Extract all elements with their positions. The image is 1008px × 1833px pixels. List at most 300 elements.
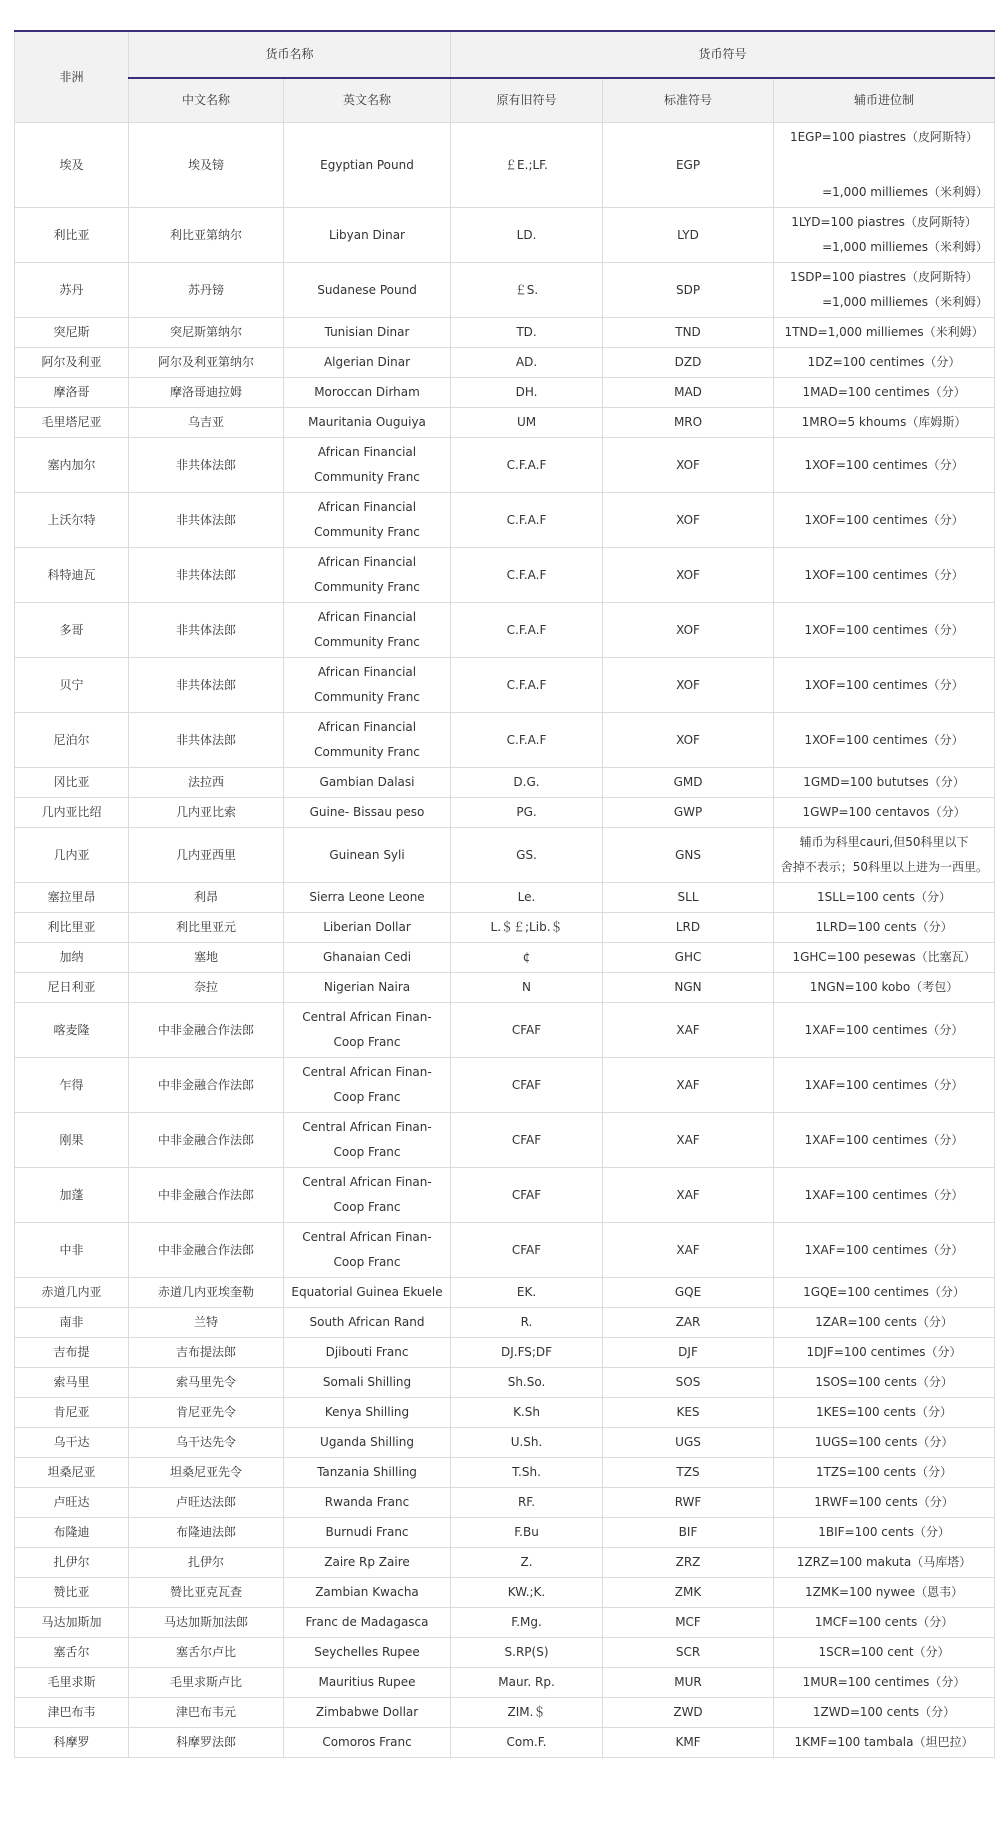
cell-old-symbol: ZIM.＄ [451,1698,603,1728]
subunit-line-2: =1,000 milliemes（米利姆） [822,185,989,199]
cell-subunit [774,348,995,378]
table-row [15,713,995,768]
cell-subunit [774,408,995,438]
cell-std-symbol: GMD [603,768,774,798]
cell-std-symbol: XAF [603,1168,774,1223]
table-row [15,828,995,883]
cell-en-name: Algerian Dinar [284,348,451,378]
cell-cn-name: 卢旺达法郎 [129,1488,284,1518]
cell-cn-name: 乌吉亚 [129,408,284,438]
cell-en-name: Zaire Rp Zaire [284,1548,451,1578]
table-row [15,318,995,348]
cell-old-symbol: UM [451,408,603,438]
cell-old-symbol: CFAF [451,1003,603,1058]
cell-old-symbol: R. [451,1308,603,1338]
cell-cn-name: 赤道几内亚埃奎勒 [129,1278,284,1308]
table-row [15,493,995,548]
cell-old-symbol: C.F.A.F [451,658,603,713]
cell-en-name: African Financial Community Franc [284,493,451,548]
table-row [15,768,995,798]
cell-en-name: Zambian Kwacha [284,1578,451,1608]
cell-std-symbol: XOF [603,493,774,548]
cell-cn-name: 马达加斯加法郎 [129,1608,284,1638]
table-row [15,378,995,408]
cell-country: 塞内加尔 [15,438,129,493]
cell-old-symbol: CFAF [451,1223,603,1278]
cell-en-name: Liberian Dollar [284,913,451,943]
cell-country: 赤道几内亚 [15,1278,129,1308]
cell-country: 赞比亚 [15,1578,129,1608]
subunit-line-1: 1XOF=100 centimes（分） [804,567,964,582]
subunit-line-1: 1BIF=100 cents（分） [818,1525,950,1539]
cell-old-symbol: S.RP(S) [451,1638,603,1668]
cell-subunit [774,603,995,658]
cell-cn-name: 阿尔及利亚第纳尔 [129,348,284,378]
currency-table-container [14,30,994,1758]
cell-cn-name: 塞地 [129,943,284,973]
table-row [15,943,995,973]
cell-country: 上沃尔特 [15,493,129,548]
cell-cn-name: 中非金融合作法郎 [129,1223,284,1278]
subunit-line-1: 1MAD=100 centimes（分） [802,385,966,399]
table-row [15,1548,995,1578]
table-row [15,408,995,438]
subunit-line-1: 1GHC=100 pesewas（比塞瓦） [792,950,976,964]
cell-subunit [774,883,995,913]
cell-old-symbol: ￡E.;LF. [451,123,603,208]
cell-std-symbol: SCR [603,1638,774,1668]
cell-en-name: Central African Finan-Coop Franc [284,1223,451,1278]
cell-subunit [774,1338,995,1368]
cell-country: 索马里 [15,1368,129,1398]
cell-old-symbol: KW.;K. [451,1578,603,1608]
header-currency-name: 货币名称 [129,31,451,78]
cell-cn-name: 津巴布韦元 [129,1698,284,1728]
cell-subunit [774,1428,995,1458]
cell-subunit [774,1308,995,1338]
cell-std-symbol: NGN [603,973,774,1003]
cell-country: 利比亚 [15,208,129,263]
cell-en-name: Sierra Leone Leone [284,883,451,913]
cell-subunit [774,1458,995,1488]
subunit-line-1: 1SLL=100 cents（分） [817,890,951,904]
cell-std-symbol: TZS [603,1458,774,1488]
cell-en-name: South African Rand [284,1308,451,1338]
cell-std-symbol: XAF [603,1003,774,1058]
cell-cn-name: 吉布提法郎 [129,1338,284,1368]
cell-country: 毛里塔尼亚 [15,408,129,438]
cell-country: 加蓬 [15,1168,129,1223]
currency-table [14,30,995,1758]
cell-country: 尼泊尔 [15,713,129,768]
subunit-line-1: 1RWF=100 cents（分） [814,1495,954,1509]
cell-std-symbol: MAD [603,378,774,408]
cell-cn-name: 中非金融合作法郎 [129,1003,284,1058]
cell-cn-name: 奈拉 [129,973,284,1003]
subunit-line-2: 舍掉不表示；50科里以上进为一西里。 [780,860,989,874]
cell-std-symbol: KES [603,1398,774,1428]
cell-country: 南非 [15,1308,129,1338]
subunit-line-1: 1XAF=100 centimes（分） [804,1077,964,1092]
subunit-line-1: 1XOF=100 centimes（分） [804,732,964,747]
cell-std-symbol: GQE [603,1278,774,1308]
cell-en-name: Comoros Franc [284,1728,451,1758]
cell-cn-name: 利比里亚元 [129,913,284,943]
cell-std-symbol: SLL [603,883,774,913]
subunit-line-1: 1LYD=100 piastres（皮阿斯特） [791,215,977,229]
table-body [15,123,995,1758]
table-row [15,973,995,1003]
table-row [15,603,995,658]
cell-subunit [774,1058,995,1113]
cell-old-symbol: CFAF [451,1113,603,1168]
cell-subunit [774,1578,995,1608]
cell-subunit [774,973,995,1003]
cell-cn-name: 埃及镑 [129,123,284,208]
cell-country: 利比里亚 [15,913,129,943]
table-row [15,913,995,943]
subunit-line-1: 1MRO=5 khoums（库姆斯） [801,415,967,429]
header-std-symbol: 标准符号 [603,78,774,123]
cell-std-symbol: EGP [603,123,774,208]
cell-en-name: Nigerian Naira [284,973,451,1003]
cell-subunit [774,1113,995,1168]
table-row [15,1308,995,1338]
cell-en-name: Equatorial Guinea Ekuele [284,1278,451,1308]
cell-old-symbol: Com.F. [451,1728,603,1758]
subunit-line-1: 1DJF=100 centimes（分） [806,1345,962,1359]
cell-en-name: Sudanese Pound [284,263,451,318]
cell-subunit [774,1398,995,1428]
cell-en-name: Guinean Syli [284,828,451,883]
table-row [15,348,995,378]
cell-subunit [774,798,995,828]
subunit-line-1: 1ZMK=100 nywee（恩韦） [804,1585,964,1599]
cell-cn-name: 苏丹镑 [129,263,284,318]
table-row [15,1278,995,1308]
table-row [15,1338,995,1368]
cell-old-symbol: K.Sh [451,1398,603,1428]
header-old-symbol: 原有旧符号 [451,78,603,123]
subunit-line-1: 1GMD=100 bututses（分） [803,775,965,789]
cell-cn-name: 非共体法郎 [129,438,284,493]
table-row [15,1058,995,1113]
cell-subunit [774,1608,995,1638]
subunit-line-1: 1KES=100 cents（分） [816,1405,953,1419]
cell-old-symbol: C.F.A.F [451,548,603,603]
cell-en-name: African Financial Community Franc [284,658,451,713]
cell-en-name: Ghanaian Cedi [284,943,451,973]
cell-old-symbol: C.F.A.F [451,493,603,548]
subunit-line-1: 1TND=1,000 milliemes（米利姆） [784,325,984,339]
cell-country: 苏丹 [15,263,129,318]
subunit-line-1: 1GWP=100 centavos（分） [802,805,966,819]
table-row [15,1638,995,1668]
cell-cn-name: 利比亚第纳尔 [129,208,284,263]
cell-country: 卢旺达 [15,1488,129,1518]
cell-subunit [774,1278,995,1308]
cell-en-name: Tunisian Dinar [284,318,451,348]
cell-country: 肯尼亚 [15,1398,129,1428]
subunit-line-2: =1,000 milliemes（米利姆） [822,295,989,309]
cell-en-name: Burnudi Franc [284,1518,451,1548]
cell-subunit [774,828,995,883]
cell-country: 扎伊尔 [15,1548,129,1578]
cell-std-symbol: LYD [603,208,774,263]
cell-std-symbol: GWP [603,798,774,828]
header-cn-name: 中文名称 [129,78,284,123]
cell-subunit [774,1728,995,1758]
cell-en-name: Mauritius Rupee [284,1668,451,1698]
cell-en-name: Mauritania Ouguiya [284,408,451,438]
subunit-line-1: 1XOF=100 centimes（分） [804,677,964,692]
subunit-line-1: 1SDP=100 piastres（皮阿斯特） [789,270,979,284]
cell-subunit [774,1488,995,1518]
cell-std-symbol: SDP [603,263,774,318]
cell-cn-name: 非共体法郎 [129,713,284,768]
subunit-line-1: 1ZAR=100 cents（分） [815,1315,953,1329]
cell-old-symbol: C.F.A.F [451,603,603,658]
cell-en-name: Uganda Shilling [284,1428,451,1458]
cell-old-symbol: D.G. [451,768,603,798]
cell-old-symbol: LD. [451,208,603,263]
cell-old-symbol: CFAF [451,1168,603,1223]
cell-en-name: African Financial Community Franc [284,603,451,658]
cell-cn-name: 塞舌尔卢比 [129,1638,284,1668]
cell-old-symbol: F.Mg. [451,1608,603,1638]
cell-en-name: Central African Finan-Coop Franc [284,1113,451,1168]
cell-std-symbol: XAF [603,1113,774,1168]
cell-en-name: Central African Finan-Coop Franc [284,1058,451,1113]
cell-old-symbol: DH. [451,378,603,408]
cell-std-symbol: TND [603,318,774,348]
cell-country: 埃及 [15,123,129,208]
cell-subunit [774,208,995,263]
cell-subunit [774,123,995,208]
table-row [15,438,995,493]
table-row [15,123,995,208]
cell-country: 贝宁 [15,658,129,713]
cell-std-symbol: BIF [603,1518,774,1548]
cell-en-name: Franc de Madagasca [284,1608,451,1638]
cell-std-symbol: MCF [603,1608,774,1638]
cell-subunit [774,318,995,348]
cell-en-name: Guine- Bissau peso [284,798,451,828]
cell-std-symbol: ZAR [603,1308,774,1338]
table-row [15,548,995,603]
cell-subunit [774,1223,995,1278]
cell-old-symbol: CFAF [451,1058,603,1113]
cell-en-name: Egyptian Pound [284,123,451,208]
cell-subunit [774,548,995,603]
cell-cn-name: 科摩罗法郎 [129,1728,284,1758]
subunit-line-1: 1XAF=100 centimes（分） [804,1187,964,1202]
cell-cn-name: 利昂 [129,883,284,913]
table-row [15,1428,995,1458]
cell-old-symbol: TD. [451,318,603,348]
cell-country: 突尼斯 [15,318,129,348]
table-row [15,1168,995,1223]
cell-country: 塞舌尔 [15,1638,129,1668]
subunit-line-1: 1SOS=100 cents（分） [815,1375,953,1389]
cell-subunit [774,1003,995,1058]
cell-country: 坦桑尼亚 [15,1458,129,1488]
cell-std-symbol: ZMK [603,1578,774,1608]
cell-country: 马达加斯加 [15,1608,129,1638]
cell-old-symbol: C.F.A.F [451,713,603,768]
cell-country: 加纳 [15,943,129,973]
cell-old-symbol: L.＄￡;Lib.＄ [451,913,603,943]
cell-std-symbol: ZRZ [603,1548,774,1578]
subunit-line-1: 1SCR=100 cent（分） [818,1645,950,1659]
cell-std-symbol: MRO [603,408,774,438]
cell-en-name: Somali Shilling [284,1368,451,1398]
table-row [15,1488,995,1518]
cell-country: 喀麦隆 [15,1003,129,1058]
subunit-line-1: 1LRD=100 cents（分） [815,920,953,934]
cell-country: 布隆迪 [15,1518,129,1548]
header-subunit: 辅币进位制 [774,78,995,123]
cell-cn-name: 几内亚西里 [129,828,284,883]
cell-std-symbol: XOF [603,713,774,768]
cell-cn-name: 坦桑尼亚先令 [129,1458,284,1488]
table-row [15,208,995,263]
cell-cn-name: 索马里先令 [129,1368,284,1398]
table-row [15,263,995,318]
cell-country: 多哥 [15,603,129,658]
table-row [15,1113,995,1168]
cell-std-symbol: XAF [603,1058,774,1113]
cell-en-name: African Financial Community Franc [284,713,451,768]
cell-std-symbol: GNS [603,828,774,883]
cell-cn-name: 肯尼亚先令 [129,1398,284,1428]
cell-old-symbol: GS. [451,828,603,883]
cell-cn-name: 摩洛哥迪拉姆 [129,378,284,408]
table-row [15,1518,995,1548]
cell-country: 中非 [15,1223,129,1278]
cell-old-symbol: U.Sh. [451,1428,603,1458]
table-row [15,798,995,828]
cell-country: 几内亚 [15,828,129,883]
cell-old-symbol: DJ.FS;DF [451,1338,603,1368]
cell-old-symbol: C.F.A.F [451,438,603,493]
cell-cn-name: 布隆迪法郎 [129,1518,284,1548]
cell-old-symbol: F.Bu [451,1518,603,1548]
cell-std-symbol: SOS [603,1368,774,1398]
cell-old-symbol: Z. [451,1548,603,1578]
cell-en-name: Kenya Shilling [284,1398,451,1428]
cell-cn-name: 非共体法郎 [129,658,284,713]
cell-subunit [774,1698,995,1728]
cell-std-symbol: LRD [603,913,774,943]
cell-country: 科摩罗 [15,1728,129,1758]
table-row [15,1223,995,1278]
cell-old-symbol: RF. [451,1488,603,1518]
table-row [15,1003,995,1058]
subunit-line-1: 1XOF=100 centimes（分） [804,622,964,637]
table-row [15,1608,995,1638]
cell-std-symbol: DJF [603,1338,774,1368]
cell-country: 冈比亚 [15,768,129,798]
cell-en-name: Central African Finan-Coop Franc [284,1168,451,1223]
subunit-line-1: 1XAF=100 centimes（分） [804,1022,964,1037]
cell-old-symbol: Maur. Rp. [451,1668,603,1698]
cell-std-symbol: DZD [603,348,774,378]
cell-subunit [774,913,995,943]
cell-old-symbol: ¢ [451,943,603,973]
cell-en-name: African Financial Community Franc [284,548,451,603]
subunit-line-1: 1GQE=100 centimes（分） [803,1285,965,1299]
cell-cn-name: 突尼斯第纳尔 [129,318,284,348]
table-row [15,1728,995,1758]
cell-en-name: Gambian Dalasi [284,768,451,798]
subunit-line-1: 1EGP=100 piastres（皮阿斯特） [789,130,979,144]
subunit-line-1: 1MUR=100 centimes（分） [802,1675,966,1689]
cell-country: 摩洛哥 [15,378,129,408]
cell-std-symbol: XOF [603,438,774,493]
cell-subunit [774,1668,995,1698]
cell-std-symbol: UGS [603,1428,774,1458]
cell-en-name: Central African Finan-Coop Franc [284,1003,451,1058]
cell-subunit [774,438,995,493]
cell-cn-name: 乌干达先令 [129,1428,284,1458]
cell-old-symbol: N [451,973,603,1003]
header-en-name: 英文名称 [284,78,451,123]
table-row [15,1368,995,1398]
cell-country: 毛里求斯 [15,1668,129,1698]
cell-subunit [774,1548,995,1578]
cell-std-symbol: GHC [603,943,774,973]
cell-subunit [774,658,995,713]
cell-std-symbol: XOF [603,548,774,603]
cell-en-name: Seychelles Rupee [284,1638,451,1668]
cell-en-name: Libyan Dinar [284,208,451,263]
cell-cn-name: 几内亚比索 [129,798,284,828]
cell-country: 吉布提 [15,1338,129,1368]
cell-cn-name: 赞比亚克瓦查 [129,1578,284,1608]
subunit-line-1: 1XOF=100 centimes（分） [804,457,964,472]
cell-std-symbol: KMF [603,1728,774,1758]
cell-old-symbol: PG. [451,798,603,828]
cell-subunit [774,263,995,318]
cell-en-name: African Financial Community Franc [284,438,451,493]
subunit-line-1: 1MCF=100 cents（分） [814,1615,954,1629]
cell-subunit [774,1368,995,1398]
cell-std-symbol: XOF [603,603,774,658]
cell-subunit [774,1168,995,1223]
cell-cn-name: 中非金融合作法郎 [129,1168,284,1223]
subunit-line-1: 辅币为科里cauri,但50科里以下 [799,835,969,849]
cell-std-symbol: XAF [603,1223,774,1278]
table-row [15,883,995,913]
cell-std-symbol: RWF [603,1488,774,1518]
cell-cn-name: 兰特 [129,1308,284,1338]
subunit-line-1: 1DZ=100 centimes（分） [807,355,961,369]
table-row [15,1578,995,1608]
cell-country: 阿尔及利亚 [15,348,129,378]
cell-cn-name: 非共体法郎 [129,493,284,548]
subunit-line-1: 1KMF=100 tambala（坦巴拉） [794,1735,974,1749]
subunit-line-2: =1,000 milliemes（米利姆） [822,240,989,254]
cell-subunit [774,713,995,768]
header-continent: 非洲 [15,31,129,123]
table-row [15,1458,995,1488]
cell-old-symbol: T.Sh. [451,1458,603,1488]
subunit-line-1: 1NGN=100 kobo（考包） [809,980,959,994]
subunit-line-1: 1UGS=100 cents（分） [814,1435,954,1449]
cell-subunit [774,768,995,798]
cell-subunit [774,1518,995,1548]
